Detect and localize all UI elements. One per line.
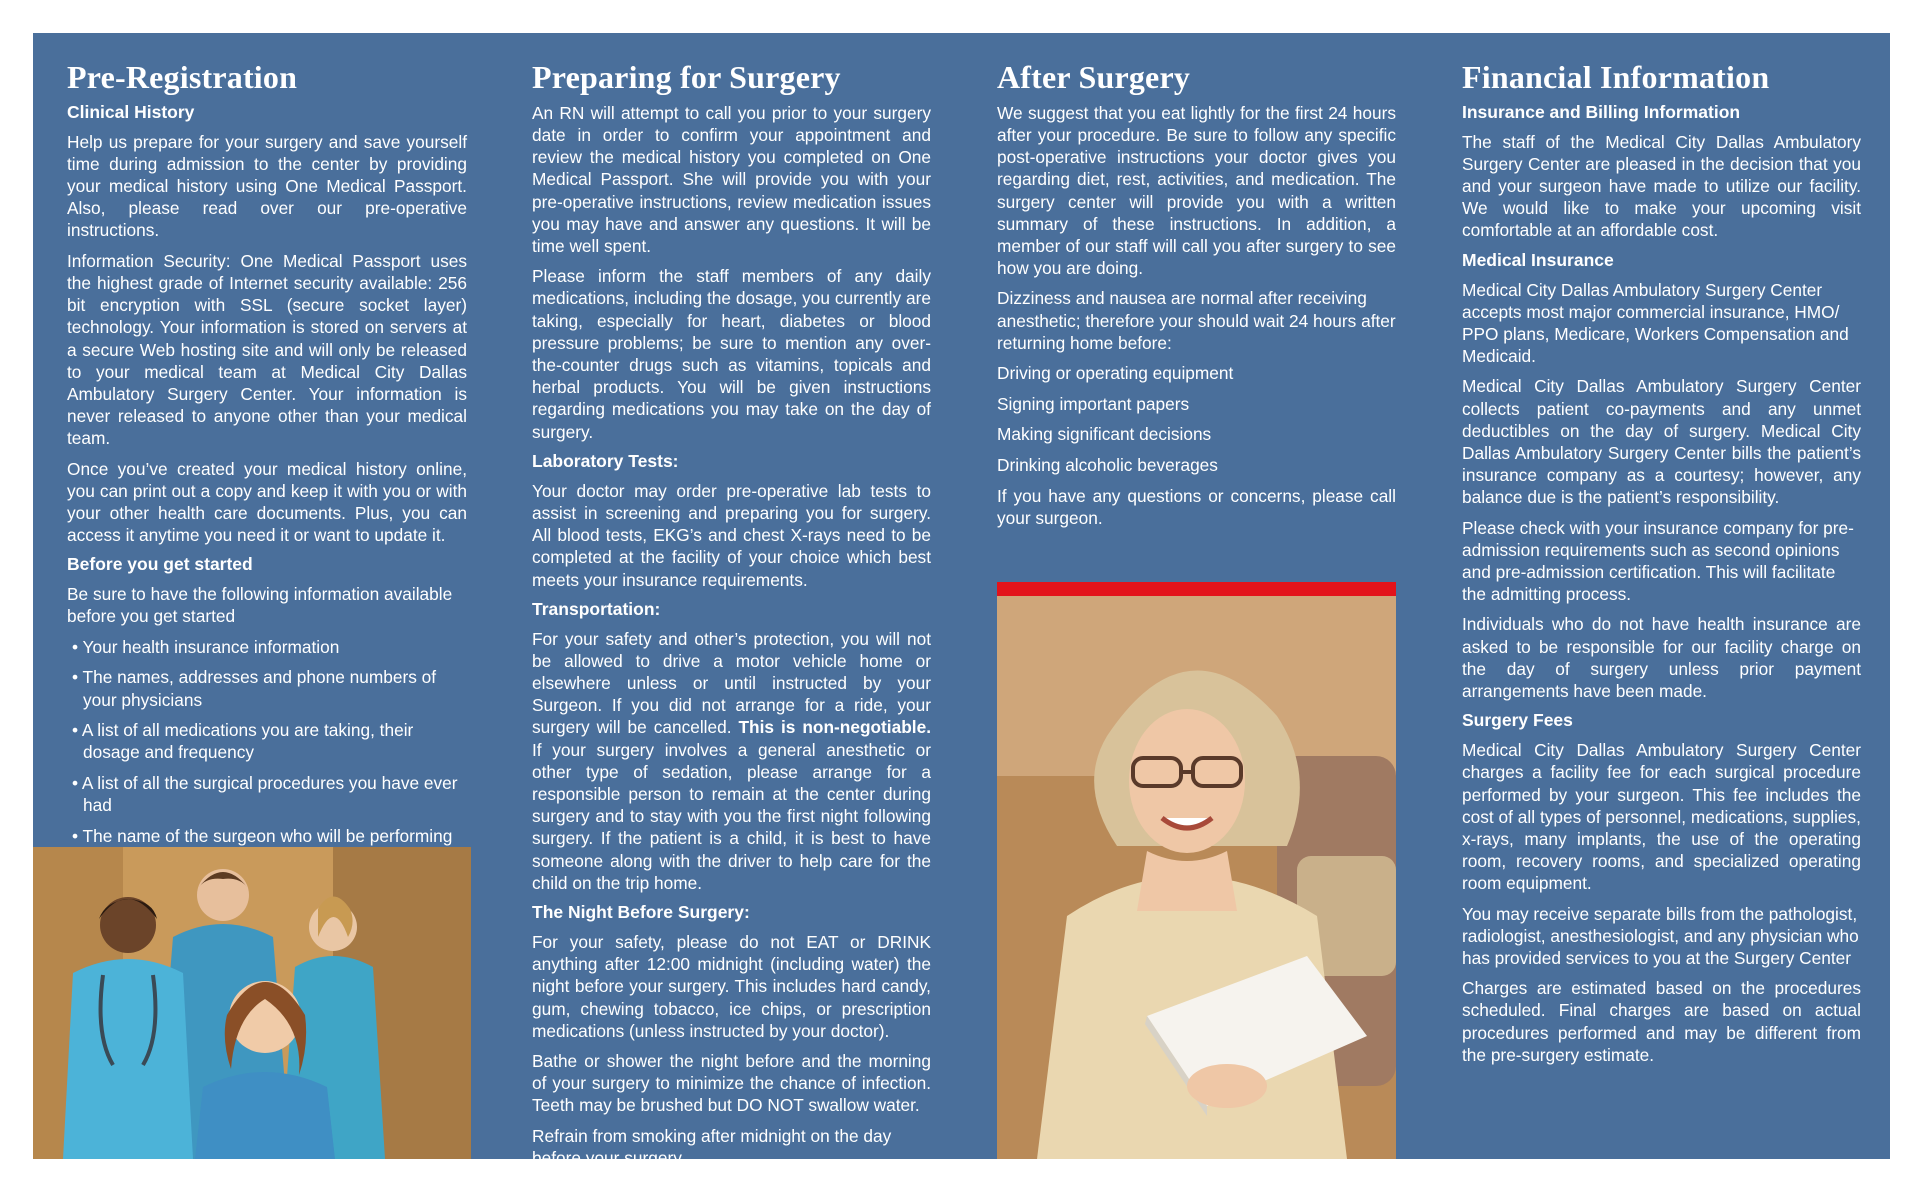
surgery-fees-heading: Surgery Fees — [1462, 710, 1573, 731]
dizziness-paragraph: Dizziness and nausea are normal after receiving anesthetic; therefore your should wait 24 hours after returning home before: — [997, 288, 1396, 353]
after-surgery-column — [997, 33, 1396, 537]
before-you-get-started-heading: Before you get started — [67, 554, 253, 575]
before-start-paragraph: Be sure to have the following information available before you get started — [67, 584, 453, 627]
smoking-paragraph: Refrain from smoking after midnight on the day before your surgery. — [532, 1125, 892, 1168]
checklist-item: • The name of the surgeon who will be performing — [72, 826, 453, 847]
non-negotiable-text: This is non-negotiable. — [738, 717, 931, 738]
medical-staff-photo — [33, 847, 471, 1159]
clinical-history-heading: Clinical History — [67, 101, 195, 122]
laboratory-tests-heading: Laboratory Tests: — [532, 450, 679, 471]
print-copy-paragraph: Once you’ve created your medical history online, you can print out a copy and keep it with you or with your other health care documents. Plus, you can access it anytime you need it or want to update it. — [67, 458, 467, 546]
medications-paragraph: Please inform the staff members of any daily medications, including the dosage, you currently are taking, especially for heart, diabetes or blood pressure problems; be sure to mention any over-the-counter drugs such as vitamins, topicals and herbal products. You will be given instructions regarding medications you may take on the day of surgery. — [532, 266, 931, 442]
no-eat-drink-paragraph: For your safety, please do not EAT or DRINK anything after 12:00 midnight (including water) the night before your surgery. This includes hard candy, gum, chewing tobacco, ice chips, or prescription medications (unless instructed by your doctor). — [532, 931, 931, 1041]
information-security-paragraph: Information Security: One Medical Passport uses the highest grade of Internet security available: 256 bit encryption with SSL (secure socket layer) technology. Your information is stored on servers at a secure Web hosting site and will only be released to your medical team at Medical City Dallas Ambulatory Surgery Center. Your information is never released to anyone other than your medical team. — [67, 250, 467, 449]
charges-estimate-paragraph: Charges are estimated based on the procedures scheduled. Final charges are based on actual procedures performed and may be different from the pre-surgery estimate. — [1462, 978, 1861, 1065]
no-insurance-paragraph: Individuals who do not have health insurance are asked to be responsible for our facility charge on the day of surgery unless prior payment arrangements have been made. — [1462, 614, 1861, 702]
restriction-item: Driving or operating equipment — [997, 363, 1234, 384]
transportation-text-1: For your safety and other’s protection, you will not be allowed to drive a motor vehicle home or elsewhere unless or until instructed by your Surgeon. If you did not arrange for a ride, your surgery will be cancelled. — [532, 628, 931, 738]
pre-registration-column — [67, 33, 467, 878]
pre-registration-title: Pre-Registration — [67, 59, 298, 95]
night-before-surgery-heading: The Night Before Surgery: — [532, 902, 750, 923]
brochure-panel — [33, 33, 1890, 1168]
insurance-billing-heading: Insurance and Billing Information — [1462, 101, 1741, 122]
reading-woman-photo — [997, 582, 1396, 1159]
preparing-for-surgery-title: Preparing for Surgery — [532, 59, 841, 95]
pre-admission-paragraph: Please check with your insurance company for pre-admission requirements such as second opinions and pre-admission certification. This will facilitate the admitting process. — [1462, 517, 1854, 605]
medical-insurance-heading: Medical Insurance — [1462, 249, 1614, 270]
transportation-text-2: If your surgery involves a general anesthetic or other type of sedation, please arrange for a responsible person to remain at the center during surgery and to stay with you the first night following surgery. If the patient is a child, it is best to have someone along with the driver to help care for the child on the trip home. — [532, 739, 931, 893]
eat-lightly-paragraph: We suggest that you eat lightly for the first 24 hours after your procedure. Be sure to follow any specific post-operative instructions your doctor gives you regarding diet, rest, activities, and medication. The surgery center will provide you with a written summary of these instructions. In addition, a member of our staff will call you after surgery to see how you are doing. — [997, 102, 1396, 279]
questions-paragraph: If you have any questions or concerns, please call your surgeon. — [997, 485, 1396, 529]
separate-bills-paragraph: You may receive separate bills from the pathologist, radiologist, anesthesiologist, and any physician who has provided services to you at the Surgery Center — [1462, 903, 1859, 968]
laboratory-tests-paragraph: Your doctor may order pre-operative lab tests to assist in screening and preparing you for surgery. All blood tests, EKG’s and chest X-rays need to be completed at the facility of your choice which best meets your insurance requirements. — [532, 480, 931, 590]
restriction-item: Drinking alcoholic beverages — [997, 455, 1218, 476]
financial-information-title: Financial Information — [1462, 59, 1770, 95]
transportation-paragraph — [532, 628, 931, 894]
after-surgery-title: After Surgery — [997, 59, 1191, 95]
checklist-item: • Your health insurance information — [72, 636, 340, 657]
rn-call-paragraph: An RN will attempt to call you prior to your surgery date in order to confirm your appointment and review the medical history you completed on One Medical Passport. She will provide you with your pre-operative instructions, review medication issues you may have and answer any questions. It will be time well spent. — [532, 102, 931, 257]
pre-registration-paragraph: Help us prepare for your surgery and save yourself time during admission to the center by providing your medical history using One Medical Passport. Also, please read over our pre-operative instructions. — [67, 131, 467, 241]
checklist-item: • A list of all medications you are taking, their dosage and frequency — [72, 720, 414, 763]
staff-pleased-paragraph: The staff of the Medical City Dallas Ambulatory Surgery Center are pleased in the decision that you and your surgeon have made to utilize our facility. We would like to make your upcoming visit comfortable at an affordable cost. — [1462, 131, 1861, 241]
restriction-item: Signing important papers — [997, 393, 1190, 414]
checklist-item: • The names, addresses and phone numbers of your physicians — [72, 667, 437, 710]
checklist-item: • A list of all the surgical procedures you have ever had — [72, 773, 458, 816]
transportation-heading: Transportation: — [532, 598, 661, 619]
red-accent-bar — [997, 582, 1396, 596]
photo-image — [997, 596, 1396, 1159]
restriction-item: Making significant decisions — [997, 424, 1212, 445]
accepted-insurance-paragraph: Medical City Dallas Ambulatory Surgery Center accepts most major commercial insurance, HMO/ PPO plans, Medicare, Workers Compensation and Medicaid. — [1462, 279, 1849, 367]
bathe-paragraph: Bathe or shower the night before and the morning of your surgery to minimize the chance of infection. Teeth may be brushed but DO NOT swallow water. — [532, 1050, 931, 1116]
preparing-for-surgery-column — [532, 33, 931, 1177]
co-payments-paragraph: Medical City Dallas Ambulatory Surgery Center collects patient co-payments and any unmet deductibles on the day of surgery. Medical City Dallas Ambulatory Surgery Center bills the patient’s insurance company as a courtesy; however, any balance due is the patient’s responsibility. — [1462, 376, 1861, 508]
facility-fee-paragraph: Medical City Dallas Ambulatory Surgery Center charges a facility fee for each surgical procedure performed by your surgeon. This fee includes the cost of all types of personnel, medications, supplies, x-rays, many implants, the use of the operating room, recovery rooms, and specialized operating room equipment. — [1462, 740, 1861, 894]
financial-information-column — [1462, 33, 1861, 1074]
